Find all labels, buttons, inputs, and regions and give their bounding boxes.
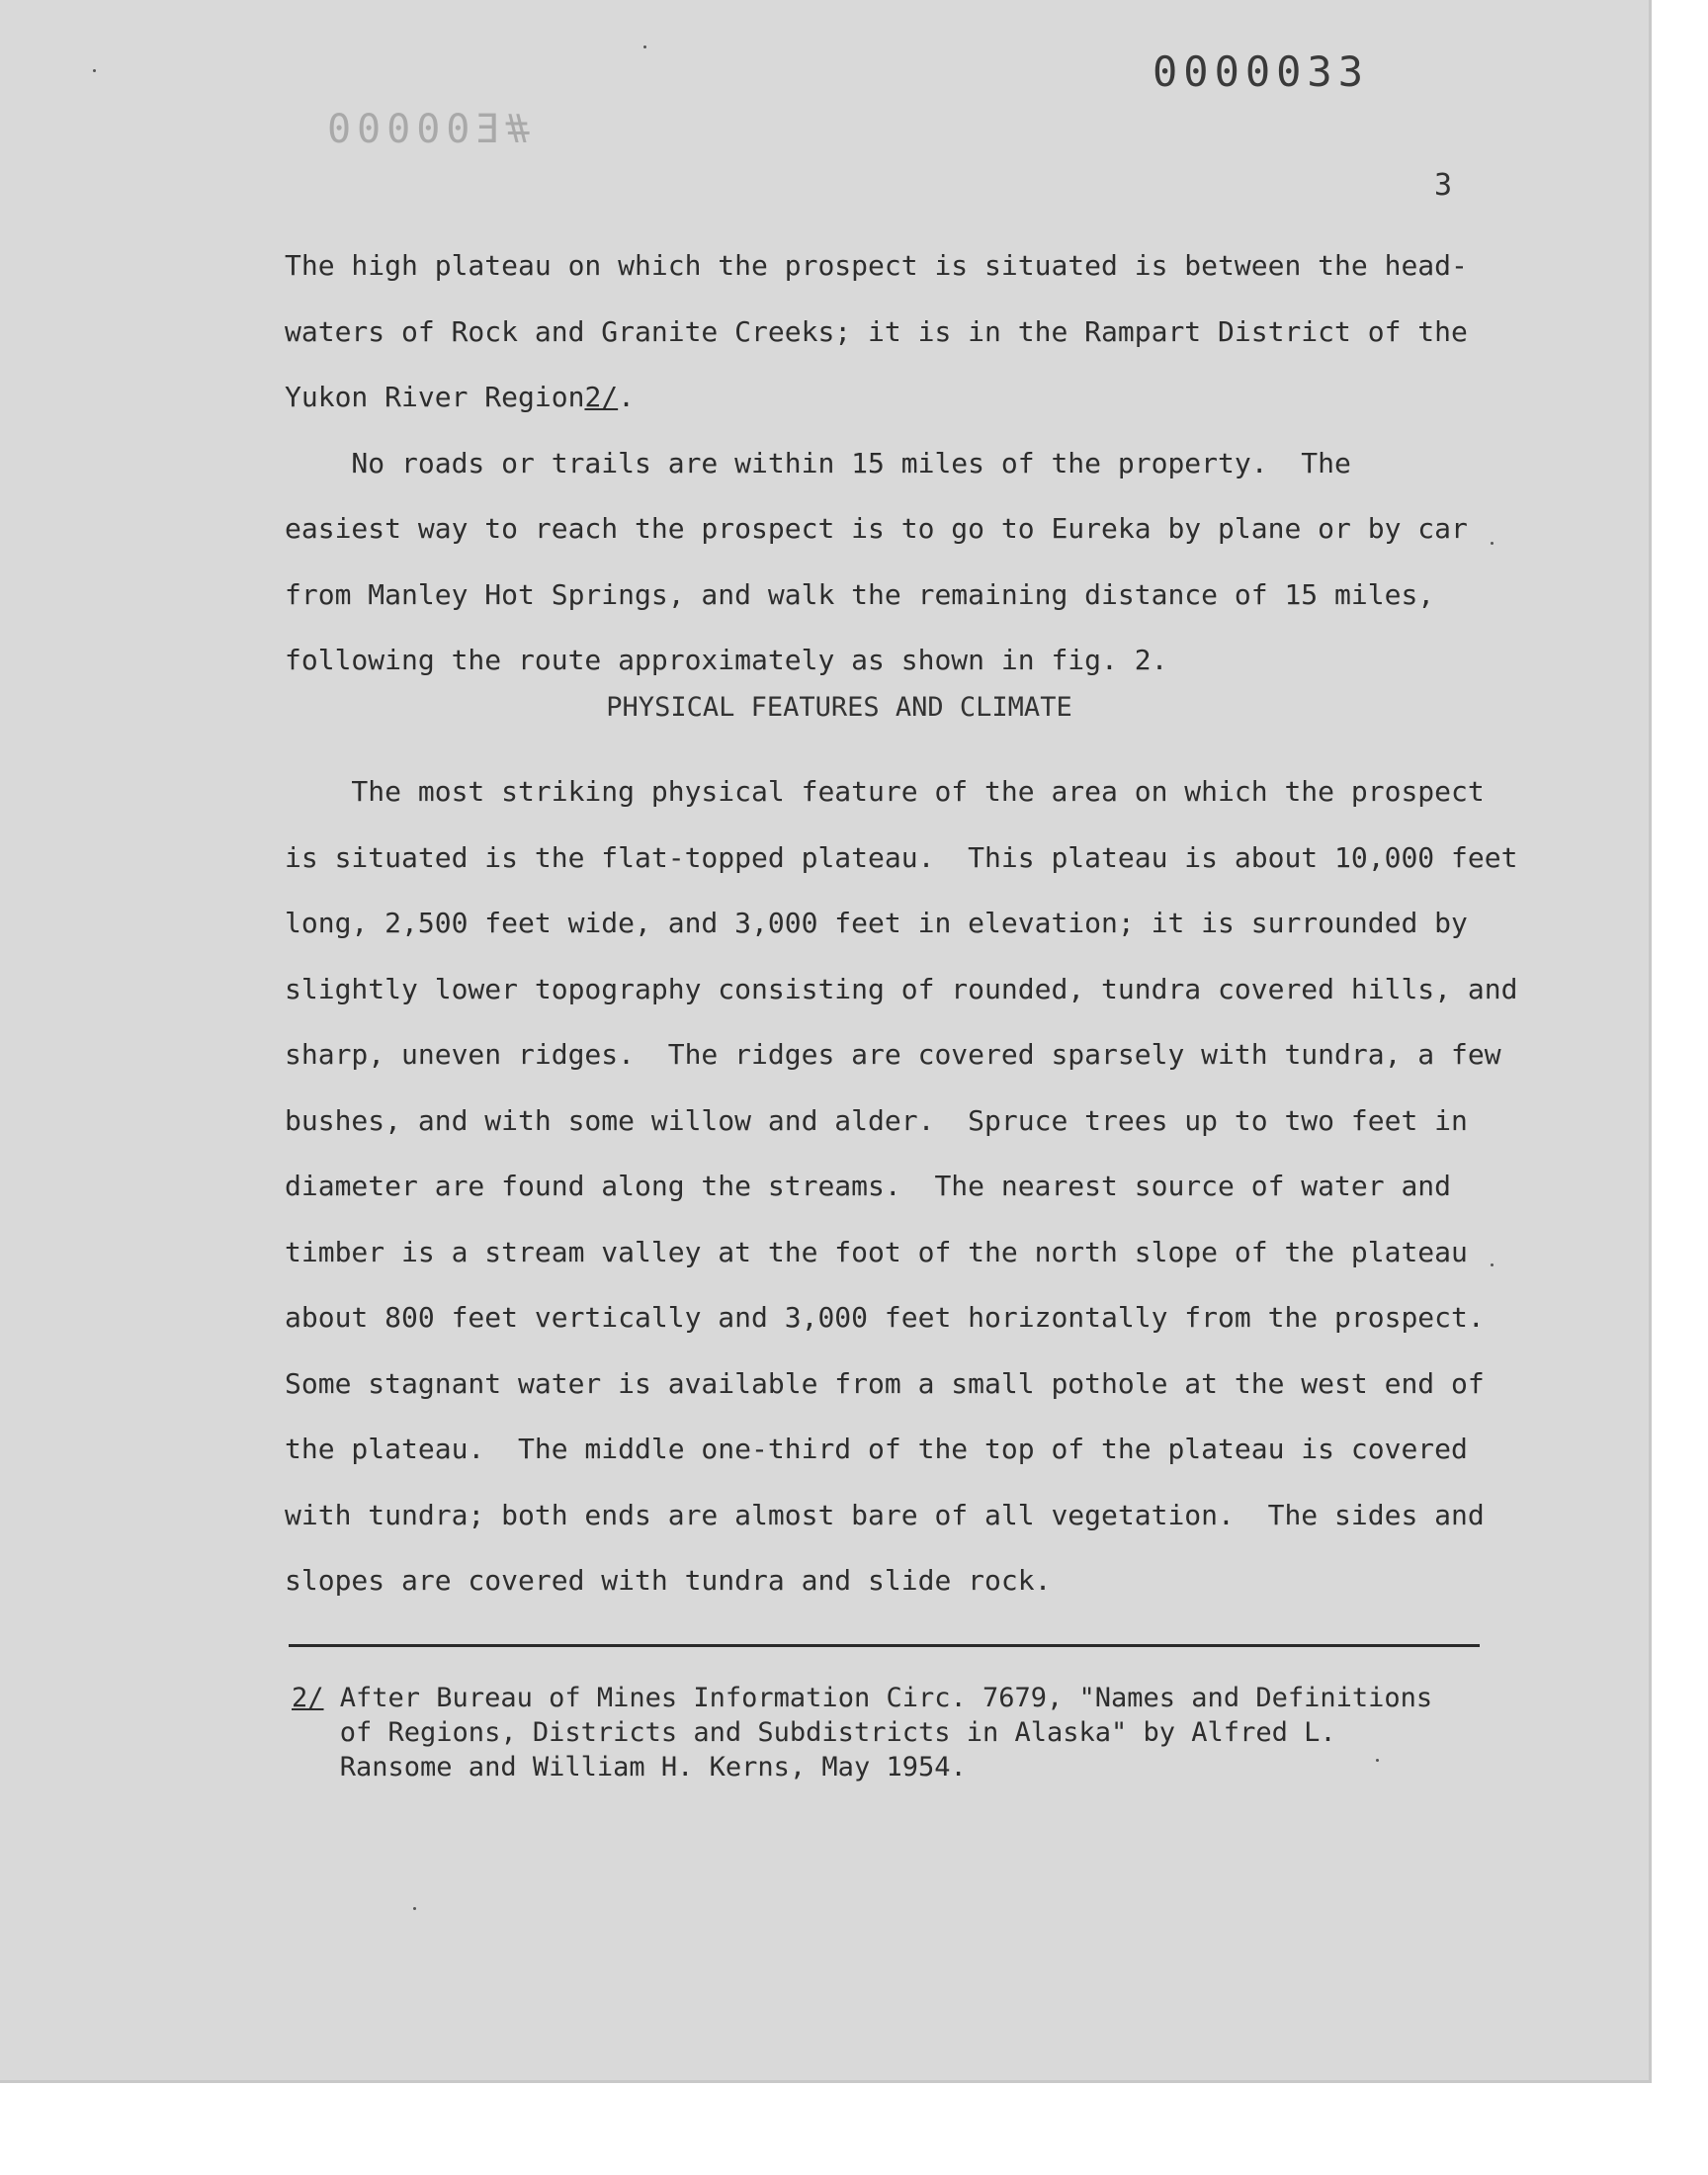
footnote-line: of Regions, Districts and Subdistricts in Alaska" by Alfred L.: [292, 1717, 1336, 1748]
text-line: sharp, uneven ridges. The ridges are covered sparsely with tundra, a few: [285, 1038, 1501, 1071]
text-line: diameter are found along the streams. The nearest source of water and: [285, 1170, 1452, 1202]
text-line: long, 2,500 feet wide, and 3,000 feet in elevation; it is surrounded by: [285, 907, 1468, 939]
scan-speck: [1376, 1759, 1379, 1762]
text-line: the plateau. The middle one-third of the top of the plateau is covered: [285, 1433, 1468, 1465]
footnote: [292, 1681, 1497, 1784]
footnote-divider: [289, 1644, 1480, 1647]
text-fragment: .: [618, 381, 636, 413]
text-line: easiest way to reach the prospect is to go to Eureka by plane or by car: [285, 512, 1468, 545]
text-line: from Manley Hot Springs, and walk the remaining distance of 15 miles,: [285, 577, 1435, 611]
text-line: The most striking physical feature of the area on which the prospect: [285, 775, 1485, 808]
scan-speck: [1491, 542, 1494, 545]
footnote-mark: 2/: [292, 1683, 324, 1713]
text-line: is situated is the flat-topped plateau. This plateau is about 10,000 feet: [285, 840, 1518, 874]
text-fragment: Yukon River Region: [285, 381, 585, 413]
page-number: 3: [1434, 168, 1453, 203]
text-line: The high plateau on which the prospect is situated is between the head-: [285, 249, 1468, 282]
document-stamp-number: 0000033: [1153, 47, 1370, 96]
footnote-line: [292, 1681, 1497, 1715]
text-line: Some stagnant water is available from a small pothole at the west end of: [285, 1366, 1485, 1400]
scan-speck: [413, 1907, 416, 1910]
text-line: slightly lower topography consisting of rounded, tundra covered hills, and: [285, 972, 1518, 1005]
text-line: slopes are covered with tundra and slide rock.: [285, 1564, 1052, 1597]
text-line: [285, 365, 1526, 431]
section-heading: PHYSICAL FEATURES AND CLIMATE: [606, 692, 1072, 723]
text-line: with tundra; both ends are almost bare of all vegetation. The sides and: [285, 1498, 1485, 1531]
text-line: timber is a stream valley at the foot of the north slope of the plateau: [285, 1235, 1468, 1268]
footnote-reference[interactable]: 2/: [584, 381, 619, 413]
footnote-line: Ransome and William H. Kerns, May 1954.: [292, 1752, 967, 1783]
text-line: bushes, and with some willow and alder. Spruce trees up to two feet in: [285, 1103, 1468, 1137]
footnote-text: After Bureau of Mines Information Circ. 7679, "Names and Definitions: [323, 1683, 1433, 1713]
scan-speck: [1491, 1263, 1494, 1266]
text-line: No roads or trails are within 15 miles of the property. The: [285, 446, 1351, 479]
text-line: about 800 feet vertically and 3,000 feet horizontally from the prospect.: [285, 1301, 1485, 1334]
scan-speck: [93, 69, 96, 72]
body-text: [285, 233, 1526, 1614]
text-line: following the route approximately as shown in fig. 2.: [285, 644, 1168, 676]
text-line: waters of Rock and Granite Creeks; it is in the Rampart District of the: [285, 314, 1468, 348]
faded-stamp-number: #E00000: [321, 107, 530, 152]
scan-speck: [643, 45, 646, 48]
